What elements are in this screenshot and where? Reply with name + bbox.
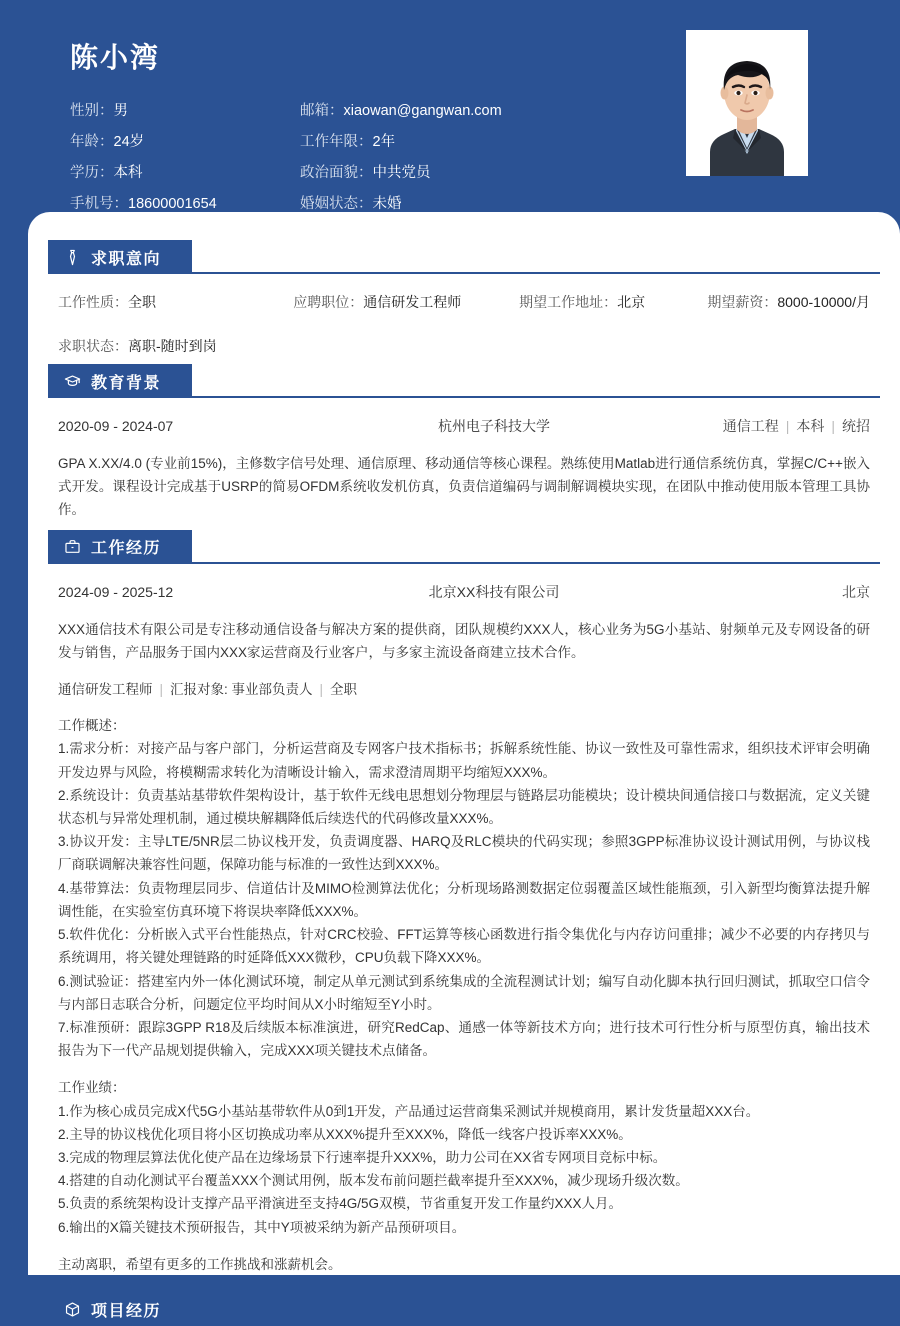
graduation-cap-icon	[64, 373, 81, 390]
section-header-work-experience	[48, 530, 880, 564]
job-seeking-status	[58, 336, 308, 356]
applied-position-value: 通信研发工程师	[363, 294, 462, 310]
work-entry-header	[58, 582, 870, 602]
work-overview-item: 3.协议开发：主导LTE/5NR层二协议栈开发，负责调度器、HARQ及RLC模块的代码实现；参照3GPP标准协议设计测试用例，与协议栈厂商联调解决兼容性问题，保障功能与标准的一致性达到XXX%。	[58, 834, 870, 873]
section-body-work-experience	[48, 564, 880, 1290]
section-education	[48, 364, 880, 528]
work-leave-reason-text: 主动离职，希望有更多的工作挑战和涨薪机会。	[58, 1256, 342, 1272]
work-overview-list	[58, 737, 870, 1062]
expected-location-label: 期望工作地址：	[519, 294, 618, 310]
info-political-status	[300, 164, 686, 183]
section-title-bar-project-experience	[48, 1292, 192, 1326]
work-achievement-item: 2.主导的协议栈优化项目将小区切换成功率从XXX%提升至XXX%，降低一线客户投诉率XXX%。	[58, 1126, 632, 1142]
work-achievement-item: 5.负责的系统架构设计支撑产品平滑演进至支持4G/5G双模，节省重复开发工作量约XXX人月。	[58, 1196, 623, 1212]
education-tags	[630, 416, 870, 436]
section-header-project-experience	[48, 1292, 880, 1326]
education-admission: 统招	[842, 418, 870, 434]
info-gender-label: 性别：	[70, 103, 114, 119]
section-job-intention	[48, 240, 880, 362]
section-title-bar-work-experience	[48, 530, 192, 564]
expected-salary	[707, 292, 870, 312]
info-age	[70, 133, 300, 152]
avatar	[686, 30, 808, 176]
work-achievement-item: 6.输出的X篇关键技术预研报告，其中Y项被采纳为新产品预研项目。	[58, 1219, 466, 1235]
info-experience-years-label: 工作年限：	[300, 133, 373, 150]
expected-salary-value: 8000-10000/月	[777, 294, 870, 310]
candidate-name: 陈小湾	[70, 42, 161, 73]
work-achievement-item: 4.搭建的自动化测试平台覆盖XXX个测试用例，版本发布前问题拦截率提升至XXX%，减少现场升级次数。	[58, 1173, 689, 1189]
section-title-education: 教育背景	[91, 374, 162, 392]
education-school: 杭州电子科技大学	[438, 418, 550, 434]
info-gender-value: 男	[113, 103, 128, 119]
work-company: 北京XX科技有限公司	[428, 583, 560, 600]
work-overview-item: 4.基带算法：负责物理层同步、信道估计及MIMO检测算法优化；分析现场路测数据定位弱覆盖区域性能瓶颈，引入新型均衡算法提升解调性能，在实验室仿真环境下将误块率降低XXX%。	[58, 880, 870, 919]
work-position: 通信研发工程师	[58, 682, 153, 698]
job-intention-row-1	[58, 292, 870, 312]
tag-divider: |	[785, 418, 790, 434]
work-report-to: 汇报对象: 事业部负责人	[170, 682, 313, 698]
info-email-value: xiaowan@gangwan.com	[343, 103, 502, 119]
section-title-project-experience: 项目经历	[91, 1302, 162, 1320]
section-project-experience	[48, 1292, 880, 1326]
job-seeking-status-label: 求职状态：	[58, 338, 128, 354]
section-title-job-intention: 求职意向	[91, 250, 162, 268]
info-marital-status-label: 婚姻状态：	[300, 195, 373, 212]
info-political-status-value: 中共党员	[372, 164, 431, 181]
header-left-column	[70, 30, 686, 213]
info-marital-status	[300, 195, 686, 214]
resume-header	[0, 0, 900, 212]
section-title-bar-education	[48, 364, 192, 398]
info-gender	[70, 102, 300, 121]
work-achievement-title: 工作业绩：	[58, 1080, 126, 1096]
work-overview-item: 6.测试验证：搭建室内外一体化测试环境，制定从单元测试到系统集成的全流程测试计划；编写自动化脚本执行回归测试，抓取空口信令与内部日志联合分析，问题定位平均时间从X小时缩短至Y小时。	[58, 973, 870, 1012]
info-education-level-label: 学历：	[70, 164, 114, 181]
job-nature-label: 工作性质：	[58, 294, 128, 310]
section-header-job-intention	[48, 240, 880, 274]
work-overview-item: 7.标准预研：跟踪3GPP R18及后续版本标准演进，研究RedCap、通感一体等新技术方向；进行技术可行性分析与原型仿真，输出技术报告为下一代产品规划提供输入，完成XXX项关键技术点储备。	[58, 1019, 870, 1059]
info-email	[300, 102, 686, 121]
work-achievement-list	[58, 1100, 870, 1239]
work-company-intro: XXX通信技术有限公司是专注移动通信设备与解决方案的提供商，团队规模约XXX人，核心业务为5G小基站、射频单元及专网设备的研发与销售，产品服务于国内XXX家运营商及行业客户，与多家主流设备商建立技术合作。	[58, 621, 870, 660]
education-date-range: 2020-09 - 2024-07	[58, 418, 174, 434]
work-achievement-item: 3.完成的物理层算法优化使产品在边缘场景下行速率提升XXX%，助力公司在XX省专网项目竞标中标。	[58, 1150, 667, 1166]
section-header-education	[48, 364, 880, 398]
spacer	[58, 1062, 870, 1076]
tag-divider: |	[159, 682, 164, 698]
info-email-label: 邮箱：	[300, 103, 344, 119]
info-marital-status-value: 未婚	[372, 195, 402, 212]
work-position-meta	[58, 678, 870, 698]
education-description: GPA X.XX/4.0 (专业前15%)，主修数字信号处理、通信原理、移动通信等核心课程。熟练使用Matlab进行通信系统仿真，掌握C/C++嵌入式开发。课程设计完成基于USRP的简易OFDM系统收发机仿真，负责信道编码与调制解调模块实现，在团队中推动使用版本管理工具协作。	[58, 456, 870, 518]
job-nature	[58, 292, 293, 312]
section-work-experience	[48, 530, 880, 1290]
info-phone-label: 手机号：	[70, 195, 128, 212]
work-leave-reason	[58, 1253, 870, 1276]
info-experience-years	[300, 133, 686, 152]
applied-position-label: 应聘职位：	[293, 294, 364, 310]
personal-info-grid	[70, 102, 686, 213]
tag-divider: |	[319, 682, 324, 698]
section-title-bar-job-intention	[48, 240, 192, 274]
section-body-education	[48, 398, 880, 528]
info-age-value: 24岁	[113, 133, 145, 150]
work-location: 北京	[842, 583, 870, 600]
education-entry-header	[58, 416, 870, 436]
work-overview-item: 1.需求分析：对接产品与客户部门，分析运营商及专网客户技术指标书；拆解系统性能、协议一致性及可靠性需求，组织技术评审会明确开发边界与风险，将模糊需求转化为清晰设计输入，需求澄清周期平均缩短XXX%。	[58, 741, 870, 780]
work-overview-item: 5.软件优化：分析嵌入式平台性能热点，针对CRC校验、FFT运算等核心函数进行指令集优化与内存访问重排；减少不必要的内存拷贝与系统调用，将关键处理链路的时延降低XXX微秒，CPU负载下降XXX%。	[58, 927, 870, 966]
expected-location-value: 北京	[617, 294, 646, 310]
resume-body-card	[28, 212, 900, 1320]
job-seeking-status-value: 离职-随时到岗	[128, 338, 217, 354]
work-overview-title: 工作概述：	[58, 718, 126, 734]
education-degree: 本科	[796, 418, 825, 434]
applied-position	[293, 292, 519, 312]
section-body-job-intention	[48, 274, 880, 362]
info-age-label: 年龄：	[70, 133, 114, 150]
briefcase-icon	[64, 538, 81, 555]
work-nature: 全职	[330, 682, 358, 698]
info-political-status-label: 政治面貌：	[300, 164, 373, 181]
spacer	[58, 1239, 870, 1253]
work-achievement-item: 1.作为核心成员完成X代5G小基站基带软件从0到1开发，产品通过运营商集采测试并规模商用，累计发货量超XXX台。	[58, 1103, 760, 1119]
work-date-range: 2024-09 - 2025-12	[58, 583, 174, 600]
expected-location	[519, 292, 707, 312]
info-education-level	[70, 164, 300, 183]
section-title-work-experience: 工作经历	[91, 540, 162, 558]
info-experience-years-value: 2年	[372, 133, 396, 150]
work-overview-item: 2.系统设计：负责基站基带软件架构设计，基于软件无线电思想划分物理层与链路层功能模块；设计模块间通信接口与数据流，定义关键状态机与异常处理机制，通过模块解耦降低后续迭代的代码修改量XXX%。	[58, 787, 870, 826]
education-major: 通信工程	[722, 418, 779, 434]
tag-divider: |	[831, 418, 835, 434]
job-nature-value: 全职	[128, 294, 156, 310]
info-education-level-value: 本科	[113, 164, 143, 181]
info-phone	[70, 195, 300, 214]
box-icon	[64, 1301, 81, 1318]
info-phone-value: 18600001654	[128, 195, 217, 212]
expected-salary-label: 期望薪资：	[707, 294, 778, 310]
job-intention-row-2	[58, 336, 870, 356]
necktie-icon	[64, 249, 81, 266]
